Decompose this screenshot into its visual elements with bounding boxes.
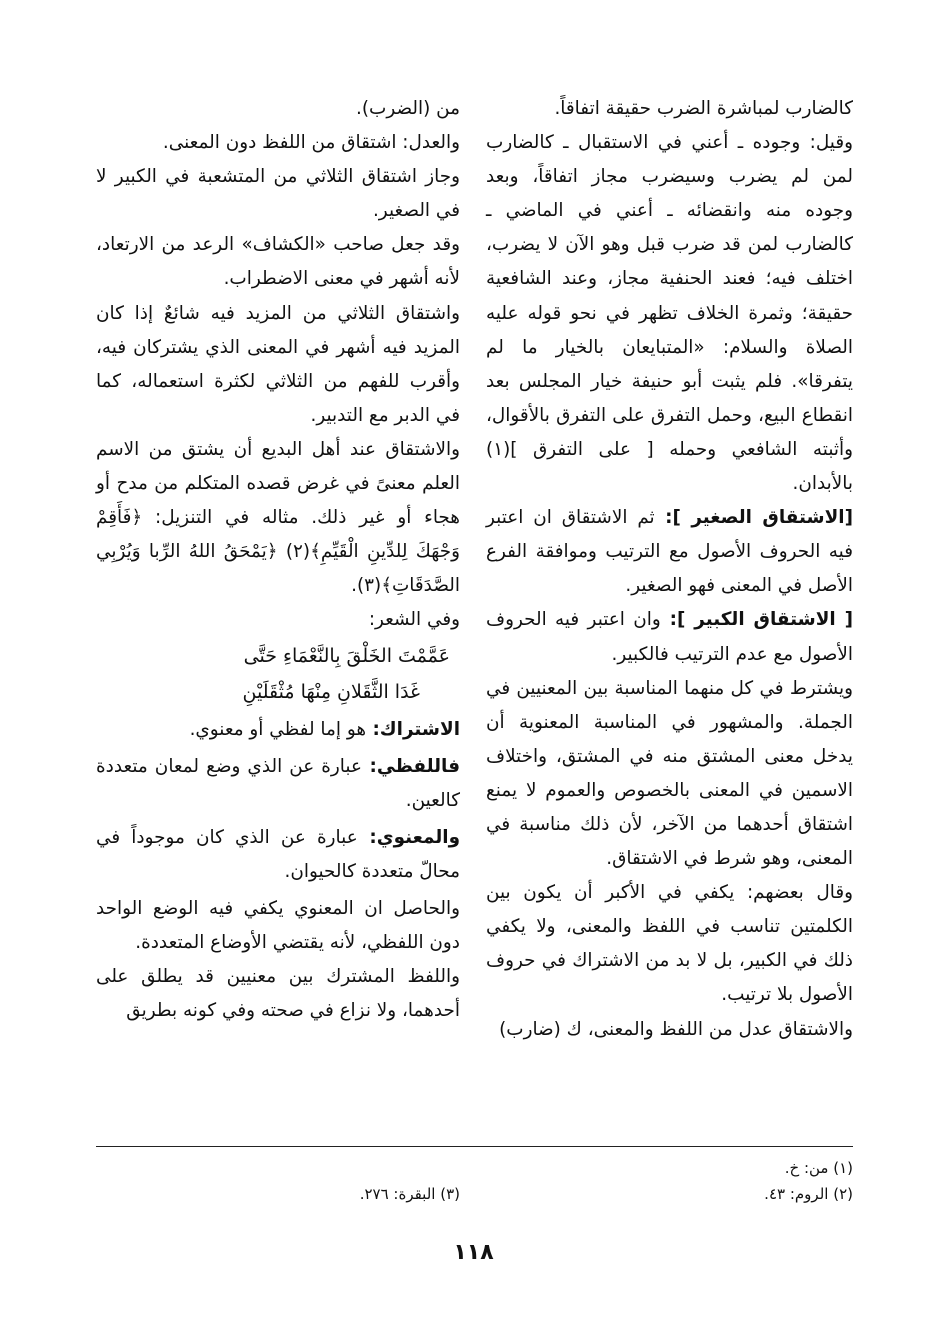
- paragraph: وجاز اشتقاق الثلاثي من المتشعبة في الكبير لا في الصغير.: [96, 166, 460, 222]
- footnotes-left: [260, 1181, 460, 1207]
- footnotes-right: [600, 1155, 853, 1207]
- paragraph: من (الضرب).: [355, 98, 460, 119]
- paragraph: والعدل: اشتقاق من اللفظ دون المعنى.: [162, 132, 460, 154]
- term-heading: [ الاشتقاق الكبير ]:: [660, 609, 853, 631]
- paragraph: واللفظ المشترك بين معنيين قد يطلق على أحدهما، ولا نزاع في صحته وفي كونه بطريق: [96, 966, 460, 1022]
- footnote-2: (٢) الروم: ٤٣.: [764, 1185, 853, 1203]
- paragraph: [الاشتقاق الصغير ]: ثم الاشتقاق ان اعتبر فيه الحروف الأصول مع الترتيب وموافقة الفرع الأصل في المعنى فهو الصغير.: [486, 507, 853, 597]
- term-heading: والمعنوي:: [357, 826, 461, 848]
- paragraph: والمعنوي: عبارة عن الذي كان موجوداً في محالّ متعددة كالحيوان.: [96, 826, 461, 882]
- paragraph: والاشتقاق عدل من اللفظ والمعنى، ك (ضارب): [499, 1018, 853, 1040]
- verse-line-1: عَمَّمْتَ الخَلْقَ بِالنَّعْمَاءِ حَتَّى: [243, 644, 450, 667]
- paragraph: فاللفظي: عبارة عن الذي وضع لمعان متعددة كالعين.: [96, 755, 461, 811]
- paragraph: والاشتقاق عند أهل البديع أن يشتق من الاسم العلم معنىً في غرض قصده المتكلم من مدح أو هجاء أو غير ذلك. مثاله في التنزيل: ﴿فَأَقِمْ وَجْهَكَ لِلدِّينِ الْقَيِّمِ﴾(٢) ﴿يَمْحَقُ اللهُ الرِّبا وَيُرْبِي الصَّدَقَاتِ﴾(٣).: [96, 438, 460, 597]
- paragraph: والحاصل ان المعنوي يكفي فيه الوضع الواحد دون اللفظي، لأنه يقتضي الأوضاع المتعددة.: [96, 897, 460, 954]
- paragraph: ويشترط في كل منهما المناسبة بين المعنيين في الجملة. والمشهور في المناسبة المعنوية أن يدخل معنى المشتق منه في المشتق، واختلاف الاسمين في المعنى بالخصوص والعموم لا يمنع اشتقاق أحدهما من الآخر، لأن ذلك مناسبة في المعنى، وهو شرط في الاشتقاق.: [486, 677, 853, 870]
- footnote-1: (١) من: خ.: [784, 1159, 853, 1177]
- paragraph: وقيل: وجوده ـ أعني في الاستقبال ـ كالضارب لمن لم يضرب وسيضرب مجاز اتفاقاً، وبعد وجوده منه وانقضائه ـ أعني في الماضي ـ كالضارب لمن قد ضرب قبل وهو الآن لا يضرب، اختلف فيه؛ فعند الحنفية مجاز، وعند الشافعية حقيقة؛ وثمرة الخلاف تظهر في نحو قوله عليه الصلاة والسلام: «المتبايعان بالخيار ما لم يتفرقا». فلم يثبت أبو حنيفة خيار المجلس بعد انقطاع البيع، وحمل التفرق على التفرق بالأقوال، وأثبته الشافعي وحمله [ على التفرق ](١) بالأبدان.: [486, 132, 853, 495]
- poem-verse: [96, 638, 460, 710]
- term-heading: فاللفظي:: [361, 755, 461, 777]
- term-heading: [الاشتقاق الصغير ]:: [654, 507, 853, 529]
- paragraph: الاشتراك: هو إما لفظي أو معنوي.: [189, 718, 460, 740]
- left-column: [96, 92, 460, 1028]
- footnote-3: (٣) البقرة: ٢٧٦.: [359, 1185, 460, 1203]
- verse-line-2: غَدَا الثَّقَلانِ مِنْهَا مُثْقَلَيْنِ: [242, 680, 420, 703]
- paragraph: وقد جعل صاحب «الكشاف» الرعد من الارتعاد، لأنه أشهر في معنى الاضطراب.: [96, 234, 460, 290]
- paragraph: كالضارب لمباشرة الضرب حقيقة اتفاقاً.: [554, 98, 853, 119]
- paragraph: وقال بعضهم: يكفي في الأكبر أن يكون بين الكلمتين تناسب في اللفظ والمعنى، ولا يكفي ذلك في الكبير، بل لا بد من الاشتراك في حروف الأصول بلا ترتيب.: [486, 882, 853, 1006]
- paragraph: [ الاشتقاق الكبير ]: وان اعتبر فيه الحروف الأصول مع عدم الترتيب فالكبير.: [486, 609, 853, 665]
- page-number: ١١٨: [453, 1240, 494, 1265]
- paragraph: واشتقاق الثلاثي من المزيد فيه شائعٌ إذا كان المزيد فيه أشهر في المعنى الذي يشتركان فيه، وأقرب للفهم من الثلاثي لكثرة استعماله، كما في الدبر مع التدبير.: [96, 302, 460, 426]
- paragraph: وفي الشعر:: [368, 609, 460, 631]
- footnote-divider: [96, 1146, 853, 1147]
- term-heading: الاشتراك:: [366, 718, 460, 740]
- right-column: [486, 92, 853, 1047]
